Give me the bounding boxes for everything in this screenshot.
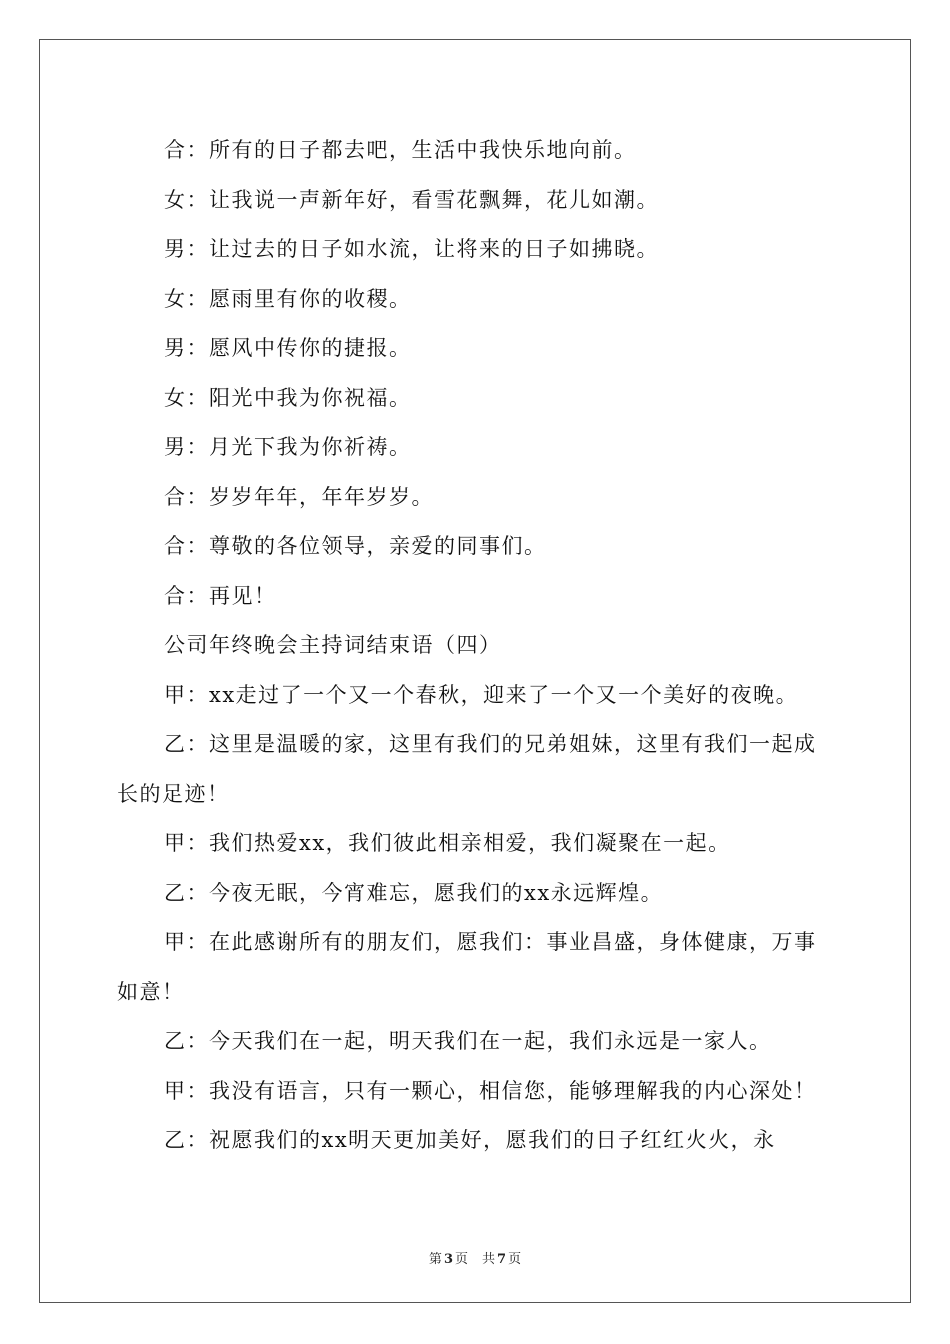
paragraph-3: 男：让过去的日子如水流，让将来的日子如拂晓。 <box>164 237 659 261</box>
page-suffix: 页 <box>454 1252 468 1267</box>
total-pages: 7 <box>497 1252 507 1267</box>
paragraph-19: 乙：祝愿我们的xx明天更加美好，愿我们的日子红红火火，永 <box>164 1128 776 1152</box>
paragraph-4: 女：愿雨里有你的收稷。 <box>164 286 412 311</box>
total-prefix: 共 <box>482 1252 496 1267</box>
paragraph-12: 甲：xx走过了一个又一个春秋，迎来了一个又一个美好的夜晚。 <box>164 682 799 707</box>
paragraph-14: 甲：我们热爱xx，我们彼此相亲相爱，我们凝聚在一起。 <box>164 831 731 855</box>
page-number: 3 <box>443 1252 453 1267</box>
paragraph-17: 乙：今天我们在一起，明天我们在一起，我们永远是一家人。 <box>164 1029 772 1053</box>
paragraph-16: 甲：在此感谢所有的朋友们，愿我们：事业昌盛，身体健康，万事如意！ <box>117 930 817 1004</box>
document-body <box>117 126 837 1166</box>
page-prefix: 第 <box>428 1252 442 1267</box>
section-heading: 公司年终晚会主持词结束语（四） <box>164 633 502 657</box>
total-suffix: 页 <box>508 1252 522 1267</box>
paragraph-6: 女：阳光中我为你祝福。 <box>164 385 412 410</box>
paragraph-1: 合：所有的日子都去吧，生活中我快乐地向前。 <box>164 138 637 162</box>
paragraph-8: 合：岁岁年年，年年岁岁。 <box>164 484 434 509</box>
paragraph-13: 乙：这里是温暖的家，这里有我们的兄弟姐妹，这里有我们一起成长的足迹！ <box>117 732 817 806</box>
paragraph-18: 甲：我没有语言，只有一颗心，相信您，能够理解我的内心深处！ <box>164 1078 817 1103</box>
paragraph-9: 合：尊敬的各位领导，亲爱的同事们。 <box>164 534 547 558</box>
paragraph-7: 男：月光下我为你祈祷。 <box>164 435 412 459</box>
paragraph-10: 合：再见！ <box>164 583 277 608</box>
paragraph-2: 女：让我说一声新年好，看雪花飘舞，花儿如潮。 <box>164 187 659 212</box>
paragraph-15: 乙：今夜无眠，今宵难忘，愿我们的xx永远辉煌。 <box>164 880 664 905</box>
page-footer <box>0 1248 950 1267</box>
paragraph-5: 男：愿风中传你的捷报。 <box>164 336 412 360</box>
